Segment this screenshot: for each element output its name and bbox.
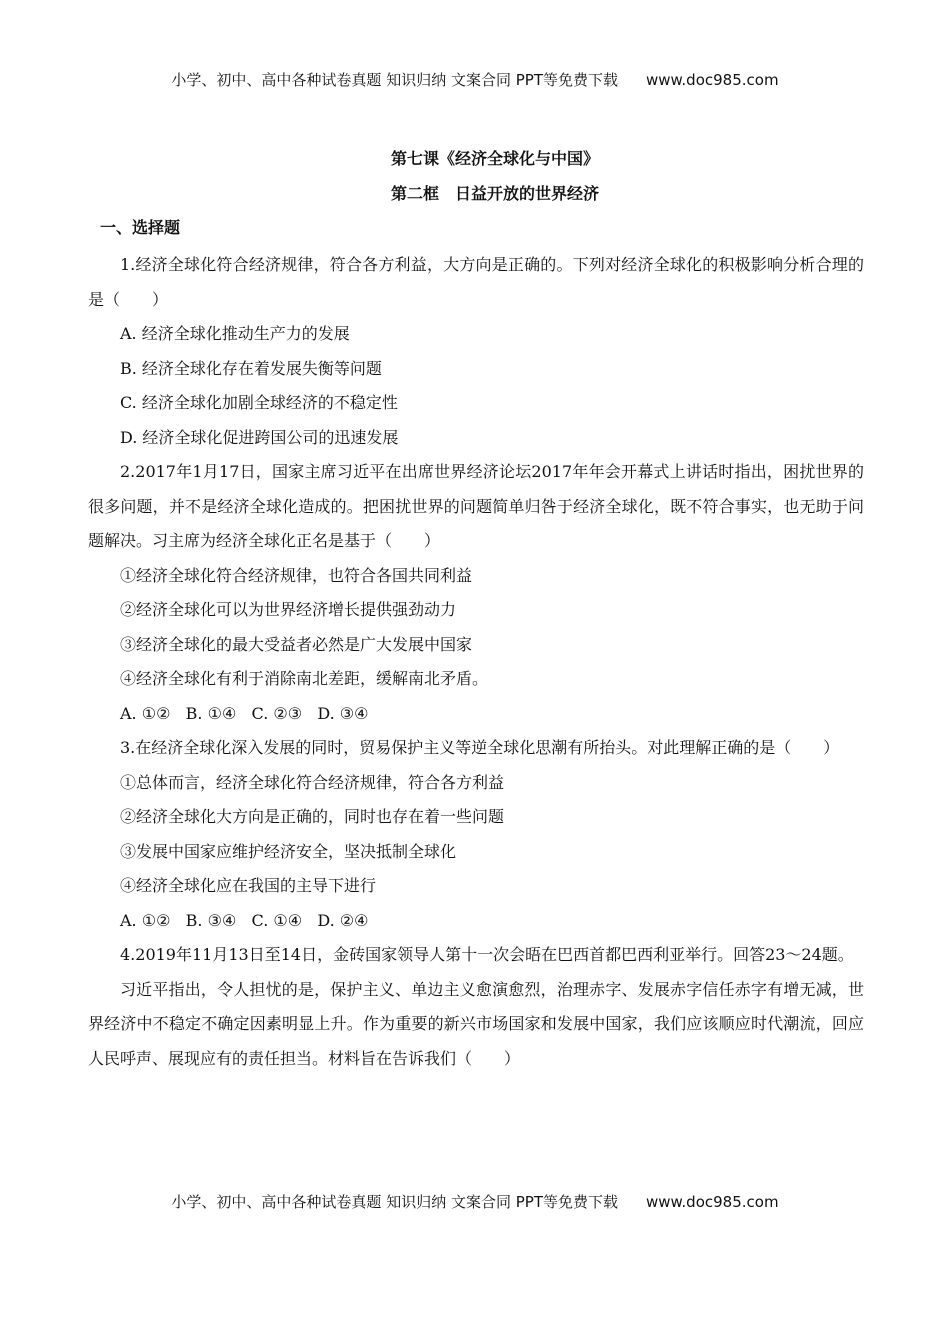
question-3-statement-1: ①总体而言，经济全球化符合经济规律，符合各方利益	[120, 772, 505, 792]
question-3-choices: A. ①② B. ③④ C. ①④ D. ②④	[120, 910, 369, 930]
header-text: 小学、初中、高中各种试卷真题 知识归纳 文案合同 PPT等免费下载	[171, 71, 618, 89]
question-1-stem: 1.经济全球化符合经济规律，符合各方利益，大方向是正确的。下列对经济全球化的积极影响分析合理的是（ ）	[88, 255, 864, 309]
question-1-option-b: B. 经济全球化存在着发展失衡等问题	[120, 358, 382, 378]
question-2-choices: A. ①② B. ①④ C. ②③ D. ③④	[120, 703, 369, 723]
section-heading: 一、选择题	[100, 218, 181, 237]
footer-text: 小学、初中、高中各种试卷真题 知识归纳 文案合同 PPT等免费下载	[171, 1193, 618, 1211]
question-2-stem: 2.2017年1月17日，国家主席习近平在出席世界经济论坛2017年年会开幕式上讲话时指出，困扰世界的很多问题，并不是经济全球化造成的。把困扰世界的问题简单归咎于经济全球化，既不符合事实，也无助于问题解决。习主席为经济全球化正名是基于（ ）	[88, 462, 864, 550]
question-2-statement-1: ①经济全球化符合经济规律，也符合各国共同利益	[120, 565, 473, 585]
footer-site-link[interactable]: www.doc985.com	[645, 1193, 779, 1211]
question-4-material: 习近平指出，令人担忧的是，保护主义、单边主义愈演愈烈，治理赤字、发展赤字信任赤字有增无减，世界经济中不稳定不确定因素明显上升。作为重要的新兴市场国家和发展中国家，我们应该顺应时代潮流，回应人民呼声、展现应有的责任担当。材料旨在告诉我们（ ）	[88, 979, 864, 1068]
question-4-stem: 4.2019年11月13日至14日，金砖国家领导人第十一次会晤在巴西首都巴西利亚举行。回答23～24题。	[120, 945, 854, 964]
question-2-statement-3: ③经济全球化的最大受益者必然是广大发展中国家	[120, 634, 473, 654]
page-footer	[0, 1191, 950, 1212]
question-3-statement-4: ④经济全球化应在我国的主导下进行	[120, 876, 377, 895]
question-2-statement-2: ②经济全球化可以为世界经济增长提供强劲动力	[120, 600, 457, 619]
frame-title: 第二框 日益开放的世界经济	[390, 184, 599, 203]
question-1-option-a: A. 经济全球化推动生产力的发展	[120, 324, 350, 343]
question-2-statement-4: ④经济全球化有利于消除南北差距，缓解南北矛盾。	[120, 669, 489, 688]
page-header	[0, 69, 950, 90]
questions-body	[88, 248, 864, 1076]
question-1-option-d: D. 经济全球化促进跨国公司的迅速发展	[120, 427, 399, 447]
header-site-link[interactable]: www.doc985.com	[645, 71, 779, 89]
question-1-option-c: C. 经济全球化加剧全球经济的不稳定性	[120, 393, 398, 412]
question-3-statement-2: ②经济全球化大方向是正确的，同时也存在着一些问题	[120, 807, 505, 826]
lesson-title: 第七课《经济全球化与中国》	[390, 149, 599, 168]
question-3-stem: 3.在经济全球化深入发展的同时，贸易保护主义等逆全球化思潮有所抬头。对此理解正确的是（ ）	[120, 738, 840, 757]
question-3-statement-3: ③发展中国家应维护经济安全，坚决抵制全球化	[120, 841, 457, 861]
